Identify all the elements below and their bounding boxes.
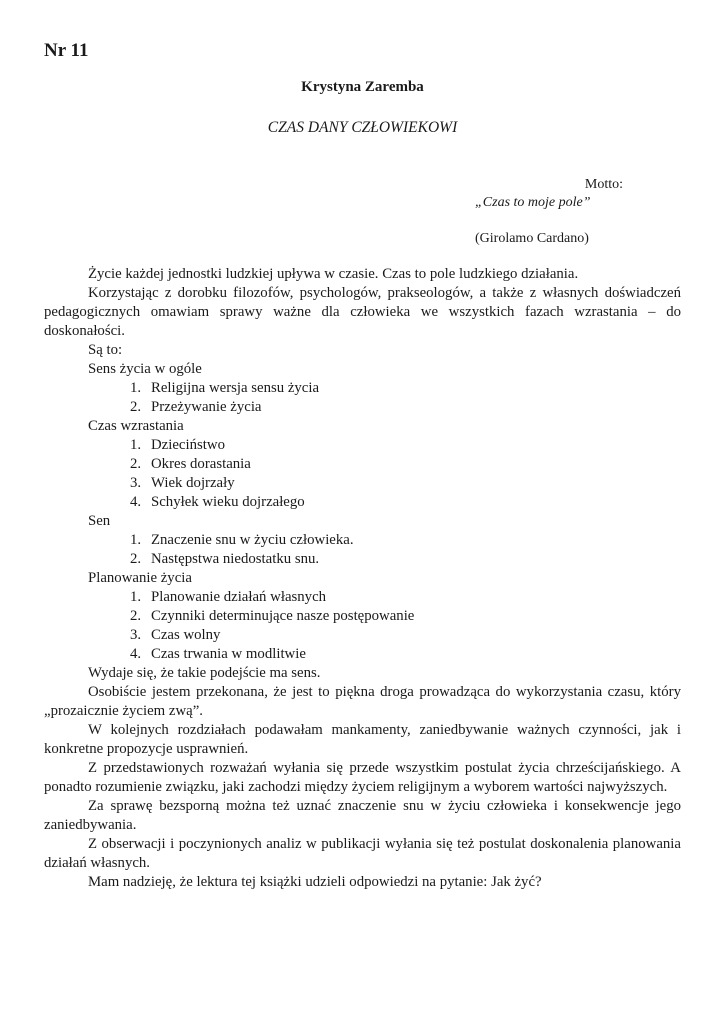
- paragraph: Korzystając z dorobku filozofów, psychologów, prakseologów, a także z własnych doświadczeń pedagogicznych omawiam sprawy ważne dla człowieka we wszystkich fazach wzrastania – do doskonałości.: [44, 285, 681, 339]
- outline-heading: Sens życia w ogóle: [88, 361, 202, 377]
- paragraph: Życie każdej jednostki ludzkiej upływa w czasie. Czas to pole ludzkiego działania.: [88, 266, 579, 282]
- paragraph: Mam nadzieję, że lektura tej książki udzieli odpowiedzi na pytanie: Jak żyć?: [88, 874, 542, 890]
- outline-heading: Sen: [88, 513, 111, 529]
- document-title: CZAS DANY CZŁOWIEKOWI: [267, 119, 458, 136]
- list-item: 1. Planowanie działań własnych: [130, 589, 327, 605]
- motto-source: (Girolamo Cardano): [475, 231, 589, 246]
- list-item: 4. Schyłek wieku dojrzałego: [130, 494, 305, 510]
- issue-number: Nr 11: [44, 40, 89, 61]
- list-item: 1. Religijna wersja sensu życia: [130, 380, 320, 396]
- list-item: 2. Czynniki determinujące nasze postępowanie: [130, 608, 415, 624]
- list-item: 1. Dzieciństwo: [130, 437, 225, 453]
- author-name: Krystyna Zaremba: [301, 79, 424, 95]
- outline-heading: Planowanie życia: [88, 570, 192, 586]
- outline-heading: Czas wzrastania: [88, 418, 184, 434]
- list-intro: Są to:: [88, 342, 123, 358]
- motto-quote: „Czas to moje pole”: [475, 195, 591, 210]
- paragraph: W kolejnych rozdziałach podawałam mankamenty, zaniedbywanie ważnych czynności, jak i konkretne propozycje usprawnień.: [44, 722, 681, 757]
- paragraph: Wydaje się, że takie podejście ma sens.: [88, 665, 321, 681]
- list-item: 2. Przeżywanie życia: [130, 399, 262, 415]
- paragraph: Za sprawę bezsporną można też uznać znaczenie snu w życiu człowieka i konsekwencje jego zaniedbywania.: [44, 798, 681, 833]
- paragraph: Z obserwacji i poczynionych analiz w publikacji wyłania się też postulat doskonalenia planowania działań własnych.: [44, 836, 681, 871]
- paragraph: Osobiście jestem przekonana, że jest to piękna droga prowadząca do wykorzystania czasu, który „prozaicznie życiem zwą”.: [44, 684, 681, 719]
- list-item: 2. Następstwa niedostatku snu.: [130, 551, 320, 567]
- list-item: 3. Wiek dojrzały: [130, 475, 235, 491]
- paragraph: Z przedstawionych rozważań wyłania się przede wszystkim postulat życia chrześcijańskiego. A ponadto rozumienie związku, jaki zachodzi między życiem religijnym a wyborem wartości najwyższych.: [44, 760, 681, 795]
- list-item: 3. Czas wolny: [130, 627, 221, 643]
- list-item: 2. Okres dorastania: [130, 456, 251, 472]
- list-item: 4. Czas trwania w modlitwie: [130, 646, 306, 662]
- motto-label: Motto:: [584, 177, 623, 192]
- list-item: 1. Znaczenie snu w życiu człowieka.: [130, 532, 354, 548]
- document-body: [44, 265, 681, 892]
